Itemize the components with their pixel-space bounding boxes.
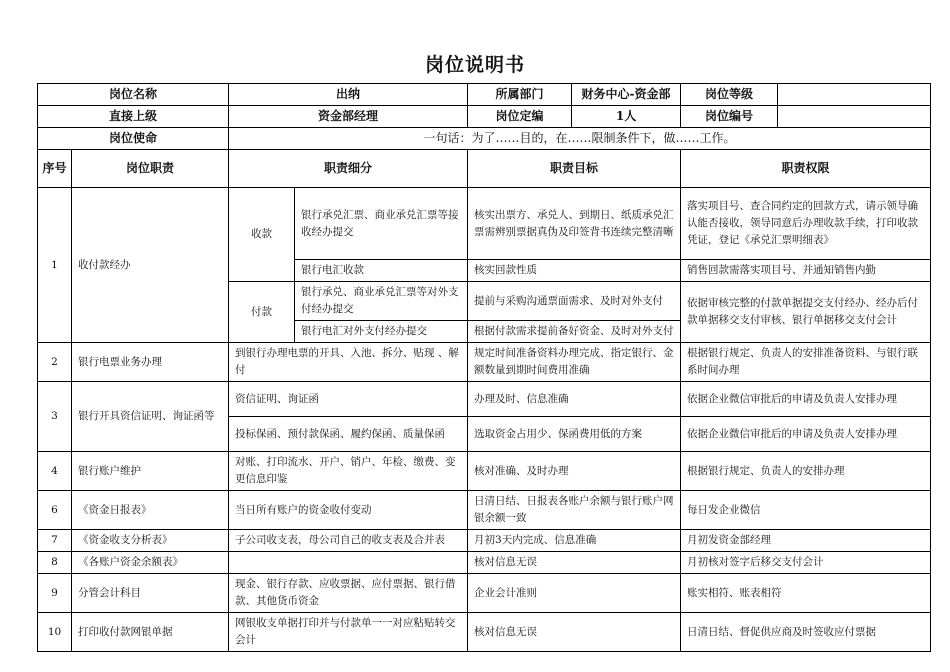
goal-cell: 选取资金占用少、保函费用低的方案	[468, 417, 681, 452]
authority-cell: 月初发资金部经理	[681, 530, 931, 552]
mission-label: 岗位使命	[38, 128, 229, 150]
table-row	[38, 382, 931, 417]
quota-value: 1人	[572, 106, 681, 128]
level-label: 岗位等级	[681, 84, 778, 106]
col-duty-header: 岗位职责	[72, 150, 229, 188]
position-name-label: 岗位名称	[38, 84, 229, 106]
seq-cell: 10	[38, 613, 72, 652]
goal-cell: 核对信息无误	[468, 613, 681, 652]
seq-cell: 7	[38, 530, 72, 552]
authority-cell: 销售回款需落实项目号、并通知销售内勤	[681, 260, 931, 282]
superior-label: 直接上级	[38, 106, 229, 128]
goal-cell: 办理及时、信息准确	[468, 382, 681, 417]
authority-cell: 依据审核完整的付款单据提交支付经办、经办后付款单据移交支付审核、银行单据移交支付会计	[681, 282, 931, 343]
detail-cell: 银行承兑、商业承兑汇票等对外支付经办提交	[295, 282, 468, 321]
table-row	[38, 491, 931, 530]
goal-cell: 日清日结、日报表各账户余额与银行账户网银余额一致	[468, 491, 681, 530]
seq-cell: 6	[38, 491, 72, 530]
col-detail-header: 职责细分	[229, 150, 468, 188]
authority-cell: 月初核对签字后移交支付会计	[681, 552, 931, 574]
table-row	[38, 452, 931, 491]
seq-cell: 9	[38, 574, 72, 613]
authority-cell: 依据企业微信审批后的申请及负责人安排办理	[681, 417, 931, 452]
authority-cell: 账实相符、账表相符	[681, 574, 931, 613]
header-row-2	[38, 106, 931, 128]
goal-cell: 提前与采购沟通票面需求、及时对外支付	[468, 282, 681, 321]
detail-cell: 银行承兑汇票、商业承兑汇票等接收经办提交	[295, 188, 468, 260]
column-header-row	[38, 150, 931, 188]
seq-cell: 1	[38, 188, 72, 343]
duty-cell: 《资金收支分析表》	[72, 530, 229, 552]
goal-cell: 规定时间准备资料办理完成、指定银行、金额数量到期时间费用准确	[468, 343, 681, 382]
level-value	[778, 84, 931, 106]
detail-cell: 现金、银行存款、应收票据、应付票据、银行借款、其他货币资金	[229, 574, 468, 613]
goal-cell: 核对信息无误	[468, 552, 681, 574]
detail-cell: 到银行办理电票的开具、入池、拆分、贴现 、解付	[229, 343, 468, 382]
seq-cell: 4	[38, 452, 72, 491]
duty-cell: 银行账户维护	[72, 452, 229, 491]
authority-cell: 根据银行规定、负责人的安排准备资料、与银行联系时间办理	[681, 343, 931, 382]
authority-cell: 根据银行规定、负责人的安排办理	[681, 452, 931, 491]
superior-value: 资金部经理	[229, 106, 468, 128]
mission-row	[38, 128, 931, 150]
table-row	[38, 530, 931, 552]
detail-cell: 银行电汇对外支付经办提交	[295, 321, 468, 343]
seq-cell: 3	[38, 382, 72, 452]
position-name-value: 出纳	[229, 84, 468, 106]
job-description-table	[37, 83, 931, 652]
mission-value: 一句话：为了……目的，在……限制条件下，做……工作。	[229, 128, 931, 150]
duty-cell: 《资金日报表》	[72, 491, 229, 530]
goal-cell: 核对准确、及时办理	[468, 452, 681, 491]
header-row-1	[38, 84, 931, 106]
table-row	[38, 552, 931, 574]
authority-cell: 依据企业微信审批后的申请及负责人安排办理	[681, 382, 931, 417]
collect-category: 收款	[229, 188, 295, 282]
col-authority-header: 职责权限	[681, 150, 931, 188]
goal-cell: 月初3天内完成、信息准确	[468, 530, 681, 552]
duty-cell: 打印收付款网银单据	[72, 613, 229, 652]
code-label: 岗位编号	[681, 106, 778, 128]
code-value	[778, 106, 931, 128]
table-row	[38, 613, 931, 652]
detail-cell: 对账、打印流水、开户、销户、年检、缴费、变更信息印鉴	[229, 452, 468, 491]
pay-category: 付款	[229, 282, 295, 343]
col-seq-header: 序号	[38, 150, 72, 188]
goal-cell: 企业会计准则	[468, 574, 681, 613]
goal-cell: 核实出票方、承兑人、到期日、纸质承兑汇票需辨别票据真伪及印签背书连续完整清晰	[468, 188, 681, 260]
detail-cell: 当日所有账户的资金收付变动	[229, 491, 468, 530]
authority-cell: 落实项目号、查合同约定的回款方式，请示领导确认能否接收，领导同意后办理收款手续，打印收款凭证，登记《承兑汇票明细表》	[681, 188, 931, 260]
duty-cell: 分管会计科目	[72, 574, 229, 613]
duty-cell: 收付款经办	[72, 188, 229, 343]
detail-cell: 网银收支单据打印并与付款单一一对应粘贴转交会计	[229, 613, 468, 652]
duty-cell: 《各账户资金余额表》	[72, 552, 229, 574]
duty-cell: 银行电票业务办理	[72, 343, 229, 382]
seq-cell: 2	[38, 343, 72, 382]
page-title: 岗位说明书	[424, 54, 525, 76]
authority-cell: 每日发企业微信	[681, 491, 931, 530]
goal-cell: 核实回款性质	[468, 260, 681, 282]
table-row	[38, 574, 931, 613]
detail-cell	[229, 552, 468, 574]
table-row	[38, 343, 931, 382]
table-row	[38, 188, 931, 260]
department-label: 所属部门	[468, 84, 572, 106]
quota-label: 岗位定编	[468, 106, 572, 128]
detail-cell: 银行电汇收款	[295, 260, 468, 282]
detail-cell: 投标保函、预付款保函、履约保函、质量保函	[229, 417, 468, 452]
detail-cell: 资信证明、询证函	[229, 382, 468, 417]
seq-cell: 8	[38, 552, 72, 574]
goal-cell: 根据付款需求提前备好资金、及时对外支付	[468, 321, 681, 343]
authority-cell: 日清日结、督促供应商及时签收应付票据	[681, 613, 931, 652]
detail-cell: 子公司收支表，母公司自己的收支表及合并表	[229, 530, 468, 552]
department-value: 财务中心-资金部	[572, 84, 681, 106]
col-goal-header: 职责目标	[468, 150, 681, 188]
duty-cell: 银行开具资信证明、询证函等	[72, 382, 229, 452]
